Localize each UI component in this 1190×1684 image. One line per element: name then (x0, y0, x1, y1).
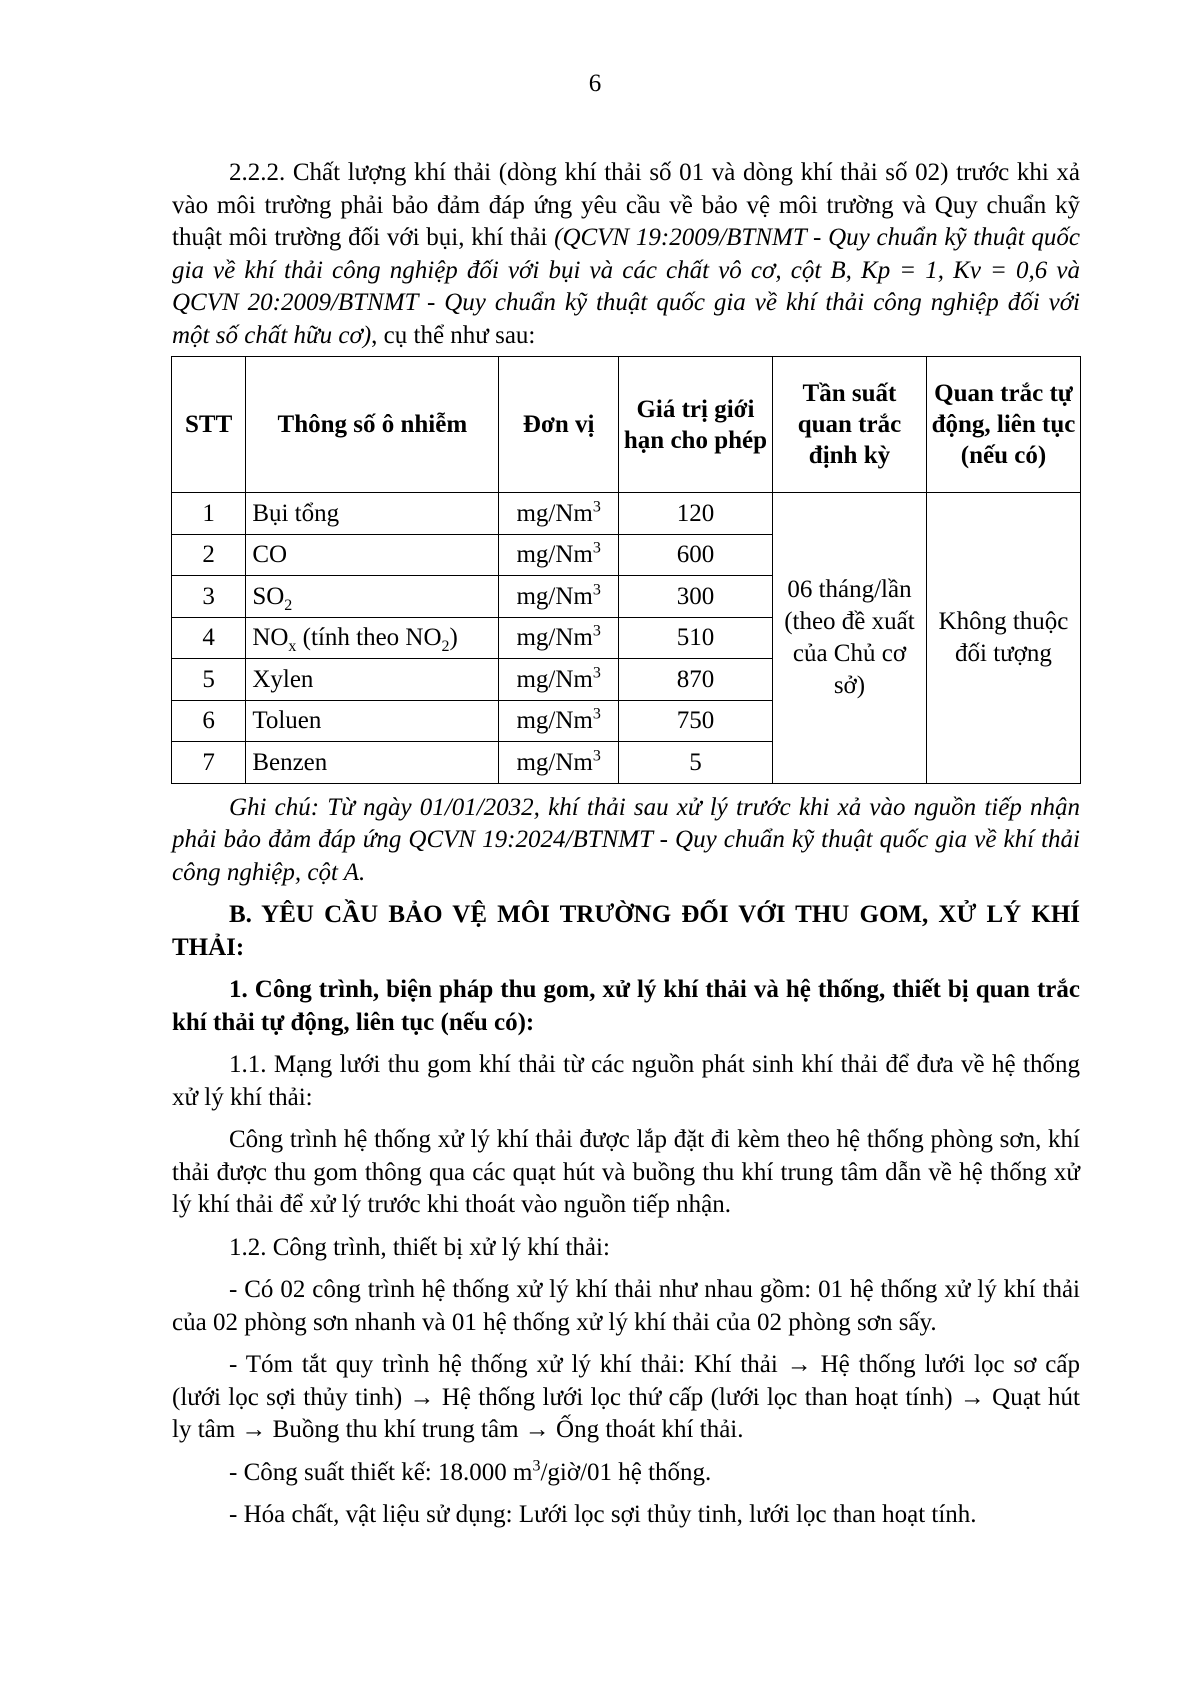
cell-limit: 120 (618, 493, 772, 535)
header-auto-monitoring: Quan trắc tự động, liên tục (nếu có) (926, 357, 1080, 493)
cell-parameter: Toluen (246, 700, 499, 742)
cell-limit: 300 (618, 576, 772, 618)
cell-unit: mg/Nm$^3$ (499, 700, 619, 742)
section-b-heading: B. YÊU CẦU BẢO VỆ MÔI TRƯỜNG ĐỐI VỚI THU GOM, XỬ LÝ KHÍ THẢI: (172, 901, 1080, 961)
cell-stt: 1 (172, 493, 246, 535)
header-frequency: Tần suất quan trắc định kỳ (772, 357, 926, 493)
header-parameter: Thông số ô nhiễm (246, 357, 499, 493)
cell-auto-monitoring: Không thuộc đối tượng (926, 493, 1080, 784)
cell-stt: 7 (172, 742, 246, 784)
table-header-row (172, 357, 1081, 493)
cell-unit: mg/Nm$^3$ (499, 659, 619, 701)
cell-limit: 750 (618, 700, 772, 742)
cell-unit: mg/Nm$^3$ (499, 493, 619, 535)
section-1-heading: 1. Công trình, biện pháp thu gom, xử lý khí thải và hệ thống, thiết bị quan trắc khí thải tự động, liên tục (nếu có): (172, 976, 1080, 1036)
intro-regulation-reference: (QCVN 19:2009/BTNMT - Quy chuẩn kỹ thuật quốc gia về khí thải công nghiệp đối với bụi và các chất vô cơ, cột B, Kp = 1, Kv = 0,6 và QCVN 20:2009/BTNMT - Quy chuẩn kỹ thuật quốc gia về khí thải công nghiệp đối với một số chất hữu cơ) (172, 224, 1080, 349)
header-limit: Giá trị giới hạn cho phép (618, 357, 772, 493)
cell-limit: 600 (618, 534, 772, 576)
table-row (172, 493, 1081, 535)
cell-limit: 510 (618, 617, 772, 659)
paragraph-1-2: 1.2. Công trình, thiết bị xử lý khí thải: (229, 1233, 610, 1261)
paragraph-1-1-body: Công trình hệ thống xử lý khí thải được lắp đặt đi kèm theo hệ thống phòng sơn, khí thải được thu gom thông qua các quạt hút và buồng thu khí trung tâm dẫn về hệ thống xử lý khí thải để xử lý trước khi thoát vào nguồn tiếp nhận. (172, 1126, 1080, 1218)
cell-frequency: 06 tháng/lần (theo đề xuất của Chủ cơ sở) (772, 493, 926, 784)
emission-limits-table (171, 356, 1081, 784)
cell-limit: 870 (618, 659, 772, 701)
cell-stt: 3 (172, 576, 246, 618)
page-number: 6 (588, 70, 602, 97)
cell-stt: 5 (172, 659, 246, 701)
cell-unit: mg/Nm$^3$ (499, 576, 619, 618)
header-stt: STT (172, 357, 246, 493)
cell-unit: mg/Nm$^3$ (499, 742, 619, 784)
table-note: Ghi chú: Từ ngày 01/01/2032, khí thải sau xử lý trước khi xả vào nguồn tiếp nhận phải bảo đảm đáp ứng QCVN 19:2024/BTNMT - Quy chuẩn kỹ thuật quốc gia về khí thải công nghiệp, cột A. (172, 793, 1080, 886)
cell-parameter: Bụi tổng (246, 493, 499, 535)
intro-suffix: , cụ thể như sau: (371, 321, 536, 349)
cell-parameter: Benzen (246, 742, 499, 784)
cell-unit: mg/Nm$^3$ (499, 617, 619, 659)
cell-limit: 5 (618, 742, 772, 784)
cell-stt: 2 (172, 534, 246, 576)
cell-parameter: $NO_x$ (tính theo $NO_2$) (246, 617, 499, 659)
paragraph-1-2-materials: - Hóa chất, vật liệu sử dụng: Lưới lọc sợi thủy tinh, lưới lọc than hoạt tính. (229, 1501, 977, 1528)
cell-stt: 4 (172, 617, 246, 659)
cell-parameter: $SO_2$ (246, 576, 499, 618)
header-unit: Đơn vị (499, 357, 619, 493)
paragraph-1-2-capacity: - Công suất thiết kế: 18.000 $m^3/giờ/01$ hệ thống. (229, 1457, 712, 1486)
paragraph-1-1: 1.1. Mạng lưới thu gom khí thải từ các nguồn phát sinh khí thải để đưa về hệ thống xử lý khí thải: (172, 1051, 1080, 1111)
paragraph-1-2-systems: - Có 02 công trình hệ thống xử lý khí thải như nhau gồm: 01 hệ thống xử lý khí thải của 02 phòng sơn nhanh và 01 hệ thống xử lý khí thải của 02 phòng sơn sấy. (172, 1276, 1080, 1336)
intro-prefix: 2.2.2. Chất lượng khí thải (dòng khí thải số 01 và dòng khí thải số 02) trước khi xả vào môi trường phải bảo đảm đáp ứng yêu cầu về bảo vệ môi trường và Quy chuẩn kỹ thuật môi trường đối với bụi, khí thải (172, 159, 1080, 251)
paragraph-1-2-process: - Tóm tắt quy trình hệ thống xử lý khí thải: Khí thải → Hệ thống lưới lọc sơ cấp (lưới lọc sợi thủy tinh) → Hệ thống lưới lọc thứ cấp (lưới lọc than hoạt tính) → Quạt hút ly tâm → Buồng thu khí trung tâm → Ống thoát khí thải. (172, 1351, 1080, 1443)
cell-parameter: Xylen (246, 659, 499, 701)
intro-paragraph (172, 157, 1080, 352)
cell-stt: 6 (172, 700, 246, 742)
cell-parameter: CO (246, 534, 499, 576)
cell-unit: mg/Nm$^3$ (499, 534, 619, 576)
page-content (172, 157, 1080, 1532)
